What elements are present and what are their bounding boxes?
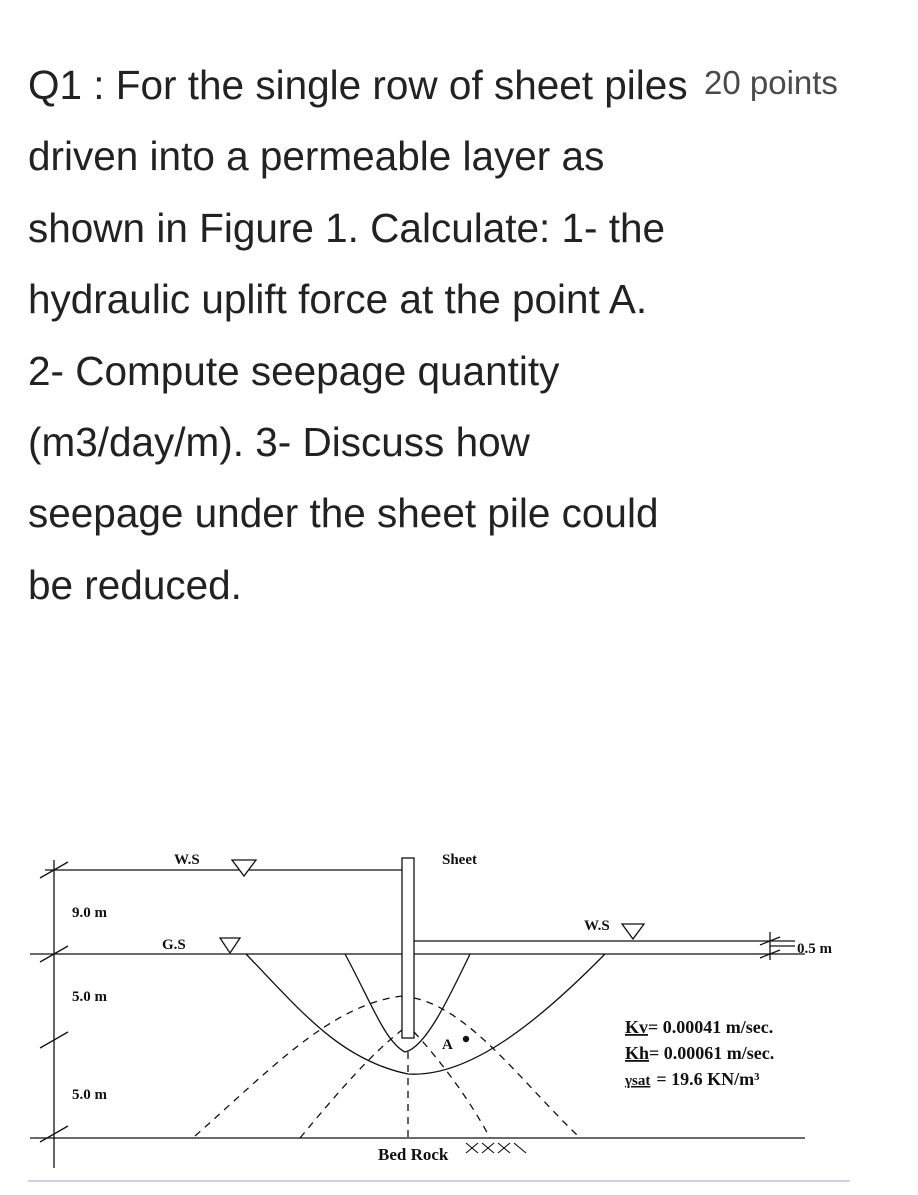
depth-0-5m-label: 0.5 m bbox=[797, 941, 832, 957]
gamma-sat-value: = 19.6 KN/m³ bbox=[656, 1069, 760, 1089]
page-divider bbox=[28, 1180, 850, 1182]
sheet-pile bbox=[402, 858, 414, 1038]
point-a-marker bbox=[463, 1036, 469, 1042]
water-surface-marker-left bbox=[232, 860, 256, 876]
svg-text:γsat= 19.6 KN/m³ bbox=[624, 1069, 760, 1089]
flow-line bbox=[246, 954, 605, 1074]
dim-9m-label: 9.0 m bbox=[72, 905, 107, 921]
bed-rock-label: Bed Rock bbox=[378, 1145, 449, 1164]
points-label: 20 points bbox=[704, 64, 838, 101]
kh-symbol: Kh bbox=[625, 1043, 650, 1063]
svg-text:Kv= 0.00041 m/sec. bbox=[625, 1017, 773, 1037]
point-a-label: A bbox=[442, 1037, 453, 1053]
gamma-sat-symbol: γsat bbox=[625, 1073, 651, 1089]
question-text: Q1 : For the single row of sheet piles driven into a permeable layer as shown in Figure 1. Calculate: 1- the hydraulic uplift force at the point A. 2- Compute seepage quantity (m3/day/m). 3- Discuss how seepage under the sheet pile could be reduced. bbox=[28, 62, 688, 608]
kh-value: = 0.00061 m/sec. bbox=[649, 1043, 775, 1063]
kv-value: = 0.00041 m/sec. bbox=[648, 1017, 774, 1037]
water-surface-label-right: W.S bbox=[584, 918, 610, 934]
equipotential-line bbox=[300, 1030, 402, 1138]
figure-1-sheet-pile-diagram bbox=[0, 820, 918, 1180]
ground-surface-label: G.S bbox=[162, 937, 186, 953]
dim-5m-label-lower: 5.0 m bbox=[72, 1087, 107, 1103]
kv-symbol: Kv bbox=[625, 1017, 649, 1037]
equipotential-line bbox=[414, 998, 578, 1136]
water-surface-marker-right bbox=[622, 924, 644, 939]
equipotential-line bbox=[195, 996, 402, 1136]
sheet-label: Sheet bbox=[442, 852, 477, 868]
water-surface-label-left: W.S bbox=[174, 852, 200, 868]
bed-rock-hatch bbox=[514, 1143, 526, 1153]
dim-5m-label: 5.0 m bbox=[72, 989, 107, 1005]
ground-surface-marker bbox=[220, 938, 240, 953]
svg-text:Kh= 0.00061 m/sec. bbox=[625, 1043, 774, 1063]
